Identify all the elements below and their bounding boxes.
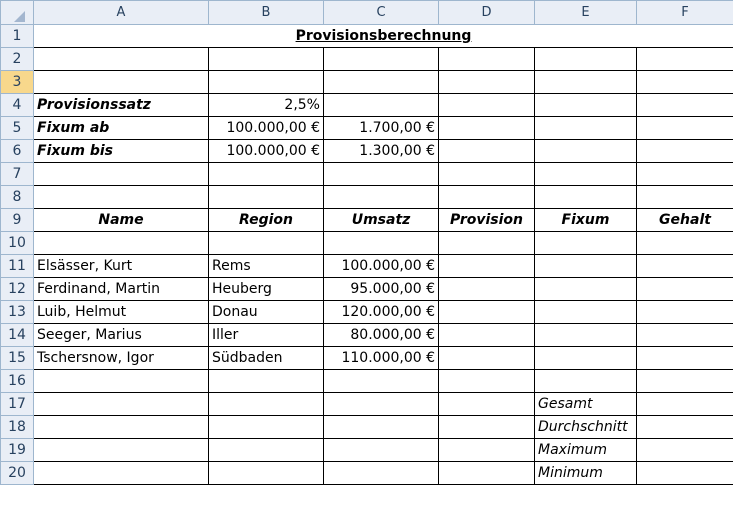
row-header[interactable]: 10 <box>1 232 34 255</box>
cell[interactable] <box>324 439 439 462</box>
sheet-row <box>1 416 733 439</box>
row-header[interactable]: 1 <box>1 25 34 48</box>
sheet-row <box>1 140 733 163</box>
employee-umsatz-cell[interactable]: 110.000,00 € <box>324 347 439 370</box>
row-header[interactable]: 11 <box>1 255 34 278</box>
row-header[interactable]: 14 <box>1 324 34 347</box>
row-header[interactable]: 12 <box>1 278 34 301</box>
cell[interactable] <box>637 94 733 117</box>
cell[interactable] <box>535 301 637 324</box>
row-header[interactable]: 13 <box>1 301 34 324</box>
cell[interactable] <box>324 94 439 117</box>
cell[interactable] <box>209 48 324 71</box>
cell[interactable] <box>535 232 637 255</box>
cell[interactable] <box>34 439 209 462</box>
cell[interactable] <box>637 370 733 393</box>
cell[interactable] <box>324 71 439 94</box>
cell[interactable] <box>535 347 637 370</box>
row-header[interactable]: 6 <box>1 140 34 163</box>
cell[interactable] <box>324 186 439 209</box>
employee-umsatz-cell[interactable]: 95.000,00 € <box>324 278 439 301</box>
sheet-row <box>1 370 733 393</box>
cell[interactable] <box>637 163 733 186</box>
cell[interactable] <box>535 48 637 71</box>
table-row <box>1 278 733 301</box>
cell[interactable] <box>439 324 535 347</box>
row-header[interactable]: 4 <box>1 94 34 117</box>
cell[interactable] <box>637 117 733 140</box>
cell[interactable] <box>34 393 209 416</box>
cell[interactable] <box>324 48 439 71</box>
fixum-ab-threshold-cell[interactable]: 100.000,00 € <box>209 117 324 140</box>
header-umsatz-cell[interactable]: Umsatz <box>324 209 439 232</box>
cell[interactable] <box>439 71 535 94</box>
cell[interactable] <box>439 186 535 209</box>
sheet-row <box>1 117 733 140</box>
cell[interactable] <box>34 71 209 94</box>
sheet-row <box>1 163 733 186</box>
employee-region-cell[interactable]: Rems <box>209 255 324 278</box>
sheet-row <box>1 94 733 117</box>
fixum-bis-threshold-cell[interactable]: 100.000,00 € <box>209 140 324 163</box>
cell[interactable] <box>439 462 535 485</box>
employee-name-cell[interactable]: Elsässer, Kurt <box>34 255 209 278</box>
cell[interactable] <box>637 232 733 255</box>
row-header[interactable]: 18 <box>1 416 34 439</box>
row-header[interactable]: 20 <box>1 462 34 485</box>
column-header-d[interactable]: D <box>439 1 535 25</box>
cell[interactable] <box>637 71 733 94</box>
fixum-bis-amount-cell[interactable]: 1.300,00 € <box>324 140 439 163</box>
cell[interactable] <box>324 393 439 416</box>
employee-name-cell[interactable]: Luib, Helmut <box>34 301 209 324</box>
stat-durchschnitt-label[interactable]: Durchschnitt <box>535 416 637 439</box>
cell[interactable] <box>324 232 439 255</box>
cell[interactable] <box>209 439 324 462</box>
cell[interactable] <box>439 163 535 186</box>
column-header-f[interactable]: F <box>637 1 733 25</box>
cell[interactable] <box>637 324 733 347</box>
employee-region-cell[interactable]: Iller <box>209 324 324 347</box>
sheet-row <box>1 209 733 232</box>
header-gehalt-cell[interactable]: Gehalt <box>637 209 733 232</box>
sheet-row <box>1 439 733 462</box>
sheet-row <box>1 48 733 71</box>
cell[interactable] <box>535 324 637 347</box>
cell[interactable] <box>209 462 324 485</box>
row-header[interactable]: 8 <box>1 186 34 209</box>
table-row <box>1 324 733 347</box>
cell[interactable] <box>34 48 209 71</box>
cell[interactable] <box>34 232 209 255</box>
cell[interactable] <box>439 416 535 439</box>
cell[interactable] <box>535 140 637 163</box>
cell[interactable] <box>34 462 209 485</box>
cell[interactable] <box>209 232 324 255</box>
cell[interactable] <box>34 186 209 209</box>
fixum-ab-amount-cell[interactable]: 1.700,00 € <box>324 117 439 140</box>
sheet-title[interactable]: Provisionsberechnung <box>34 25 733 48</box>
employee-name-cell[interactable]: Tschersnow, Igor <box>34 347 209 370</box>
cell[interactable] <box>535 94 637 117</box>
cell[interactable] <box>535 163 637 186</box>
cell[interactable] <box>439 393 535 416</box>
cell[interactable] <box>209 393 324 416</box>
header-fixum-cell[interactable]: Fixum <box>535 209 637 232</box>
stat-gesamt-label[interactable]: Gesamt <box>535 393 637 416</box>
cell[interactable] <box>439 255 535 278</box>
cell[interactable] <box>209 186 324 209</box>
sheet-row <box>1 186 733 209</box>
cell[interactable] <box>535 117 637 140</box>
select-all-icon <box>14 11 25 22</box>
sheet-row <box>1 393 733 416</box>
employee-region-cell[interactable]: Heuberg <box>209 278 324 301</box>
cell[interactable] <box>637 416 733 439</box>
stat-maximum-label[interactable]: Maximum <box>535 439 637 462</box>
column-header-c[interactable]: C <box>324 1 439 25</box>
row-header[interactable]: 16 <box>1 370 34 393</box>
cell[interactable] <box>324 163 439 186</box>
column-header-row <box>1 1 733 25</box>
employee-umsatz-cell[interactable]: 80.000,00 € <box>324 324 439 347</box>
cell[interactable] <box>637 301 733 324</box>
employee-name-cell[interactable]: Seeger, Marius <box>34 324 209 347</box>
sheet-row <box>1 232 733 255</box>
cell[interactable] <box>637 278 733 301</box>
cell[interactable] <box>535 186 637 209</box>
column-header-e[interactable]: E <box>535 1 637 25</box>
cell[interactable] <box>324 370 439 393</box>
header-name-cell[interactable]: Name <box>34 209 209 232</box>
cell[interactable] <box>637 439 733 462</box>
row-header-selected[interactable]: 3 <box>1 71 34 94</box>
cell[interactable] <box>439 140 535 163</box>
row-header[interactable]: 7 <box>1 163 34 186</box>
cell[interactable] <box>535 278 637 301</box>
fixum-bis-label-cell[interactable]: Fixum bis <box>34 140 209 163</box>
cell[interactable] <box>324 462 439 485</box>
provision-label-cell[interactable]: Provisionssatz <box>34 94 209 117</box>
cell[interactable] <box>637 393 733 416</box>
row-header[interactable]: 17 <box>1 393 34 416</box>
cell[interactable] <box>34 163 209 186</box>
cell[interactable] <box>439 94 535 117</box>
cell[interactable] <box>439 301 535 324</box>
header-region-cell[interactable]: Region <box>209 209 324 232</box>
employee-umsatz-cell[interactable]: 100.000,00 € <box>324 255 439 278</box>
fixum-ab-label-cell[interactable]: Fixum ab <box>34 117 209 140</box>
cell[interactable] <box>637 48 733 71</box>
column-header-a[interactable]: A <box>34 1 209 25</box>
provision-value-cell[interactable]: 2,5% <box>209 94 324 117</box>
cell[interactable] <box>439 439 535 462</box>
row-header[interactable]: 15 <box>1 347 34 370</box>
cell[interactable] <box>439 278 535 301</box>
row-header[interactable]: 19 <box>1 439 34 462</box>
cell[interactable] <box>439 347 535 370</box>
cell[interactable] <box>439 48 535 71</box>
cell[interactable] <box>637 347 733 370</box>
employee-region-cell[interactable]: Donau <box>209 301 324 324</box>
cell[interactable] <box>637 186 733 209</box>
cell[interactable] <box>209 416 324 439</box>
cell[interactable] <box>637 462 733 485</box>
cell[interactable] <box>439 117 535 140</box>
row-header[interactable]: 9 <box>1 209 34 232</box>
cell[interactable] <box>209 71 324 94</box>
stat-minimum-label[interactable]: Minimum <box>535 462 637 485</box>
table-row <box>1 301 733 324</box>
cell[interactable] <box>209 370 324 393</box>
select-all-corner[interactable] <box>1 1 34 25</box>
row-header[interactable]: 2 <box>1 48 34 71</box>
row-header[interactable]: 5 <box>1 117 34 140</box>
table-row <box>1 347 733 370</box>
cell[interactable] <box>439 232 535 255</box>
cell[interactable] <box>439 370 535 393</box>
cell[interactable] <box>34 416 209 439</box>
employee-region-cell[interactable]: Südbaden <box>209 347 324 370</box>
sheet-row <box>1 25 733 48</box>
cell[interactable] <box>535 71 637 94</box>
cell[interactable] <box>535 255 637 278</box>
column-header-b[interactable]: B <box>209 1 324 25</box>
table-row <box>1 255 733 278</box>
cell[interactable] <box>637 140 733 163</box>
cell[interactable] <box>209 163 324 186</box>
employee-umsatz-cell[interactable]: 120.000,00 € <box>324 301 439 324</box>
cell[interactable] <box>324 416 439 439</box>
cell[interactable] <box>34 370 209 393</box>
cell[interactable] <box>637 255 733 278</box>
header-provision-cell[interactable]: Provision <box>439 209 535 232</box>
employee-name-cell[interactable]: Ferdinand, Martin <box>34 278 209 301</box>
cell[interactable] <box>535 370 637 393</box>
sheet-row <box>1 462 733 485</box>
sheet-row <box>1 71 733 94</box>
